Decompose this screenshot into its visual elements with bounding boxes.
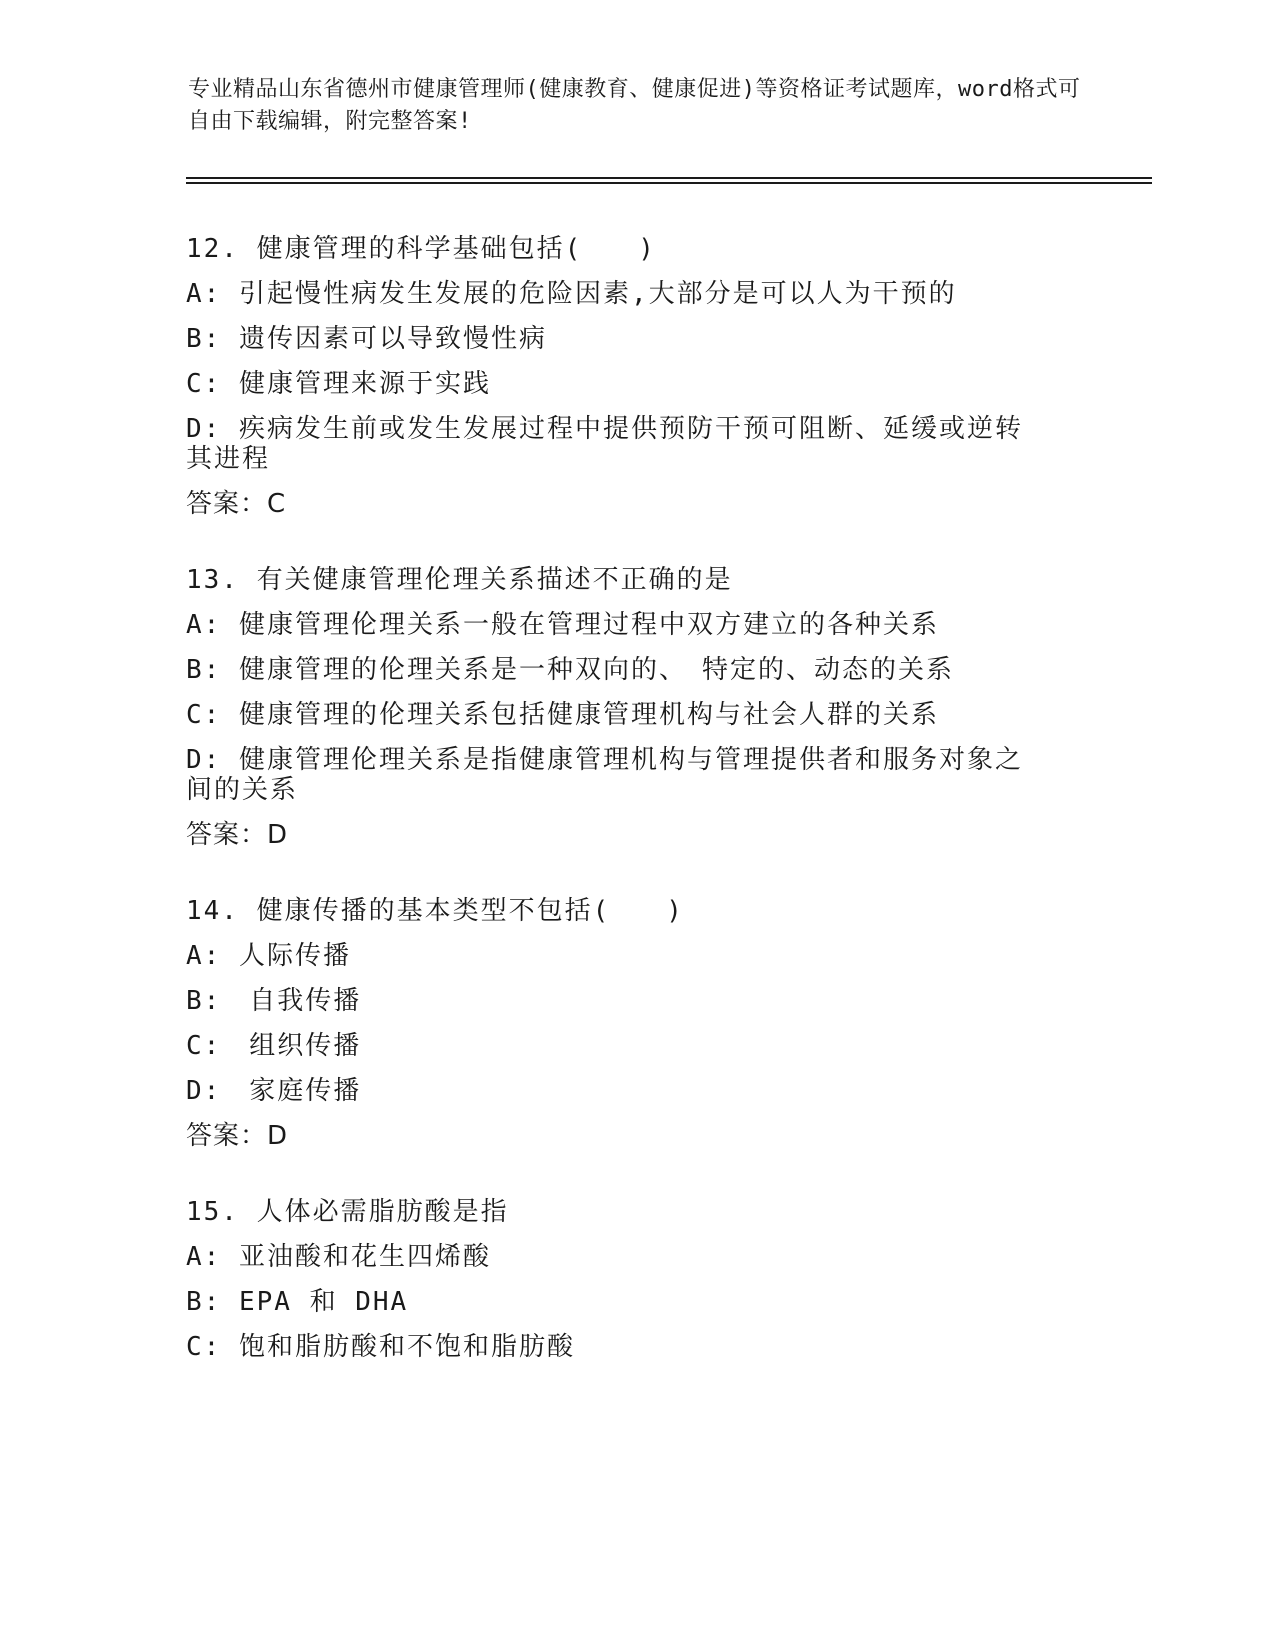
option-d: D: 疾病发生前或发生发展过程中提供预防干预可阻断、延缓或逆转其进程 [186, 414, 1023, 474]
option-a: A: 人际传播 [186, 941, 351, 971]
option-d: D: 家庭传播 [186, 1076, 362, 1106]
option-c: C: 组织传播 [186, 1031, 362, 1061]
question-15 [186, 1197, 1086, 1362]
question-stem: 13. 有关健康管理伦理关系描述不正确的是 [186, 565, 733, 595]
option-b: B: 健康管理的伦理关系是一种双向的、 特定的、动态的关系 [186, 655, 954, 685]
question-stem: 15. 人体必需脂肪酸是指 [186, 1197, 509, 1227]
question-12 [186, 234, 1086, 519]
option-c: C: 饱和脂肪酸和不饱和脂肪酸 [186, 1332, 575, 1362]
question-stem: 12. 健康管理的科学基础包括( ) [186, 234, 656, 264]
option-a: A: 亚油酸和花生四烯酸 [186, 1242, 491, 1272]
option-b: B: 遗传因素可以导致慢性病 [186, 324, 547, 354]
answer-label: 答案：D [186, 820, 289, 850]
option-a: A: 引起慢性病发生发展的危险因素,大部分是可以人为干预的 [186, 279, 957, 309]
answer-label: 答案：C [186, 489, 287, 519]
question-14 [186, 896, 1086, 1151]
option-c: C: 健康管理的伦理关系包括健康管理机构与社会人群的关系 [186, 700, 939, 730]
option-a: A: 健康管理伦理关系一般在管理过程中双方建立的各种关系 [186, 610, 939, 640]
option-d: D: 健康管理伦理关系是指健康管理机构与管理提供者和服务对象之间的关系 [186, 745, 1023, 805]
question-13 [186, 565, 1086, 850]
option-b: B: EPA 和 DHA [186, 1287, 409, 1317]
question-stem: 14. 健康传播的基本类型不包括( ) [186, 896, 684, 926]
document-header: 专业精品山东省德州市健康管理师(健康教育、健康促进)等资格证考试题库，word格式可自由下载编辑，附完整答案! [188, 77, 1081, 134]
option-c: C: 健康管理来源于实践 [186, 369, 491, 399]
option-b: B: 自我传播 [186, 986, 362, 1016]
answer-label: 答案：D [186, 1121, 289, 1151]
header-divider-bottom [186, 182, 1152, 184]
header-divider-top [186, 177, 1152, 179]
question-list [186, 234, 1086, 1408]
